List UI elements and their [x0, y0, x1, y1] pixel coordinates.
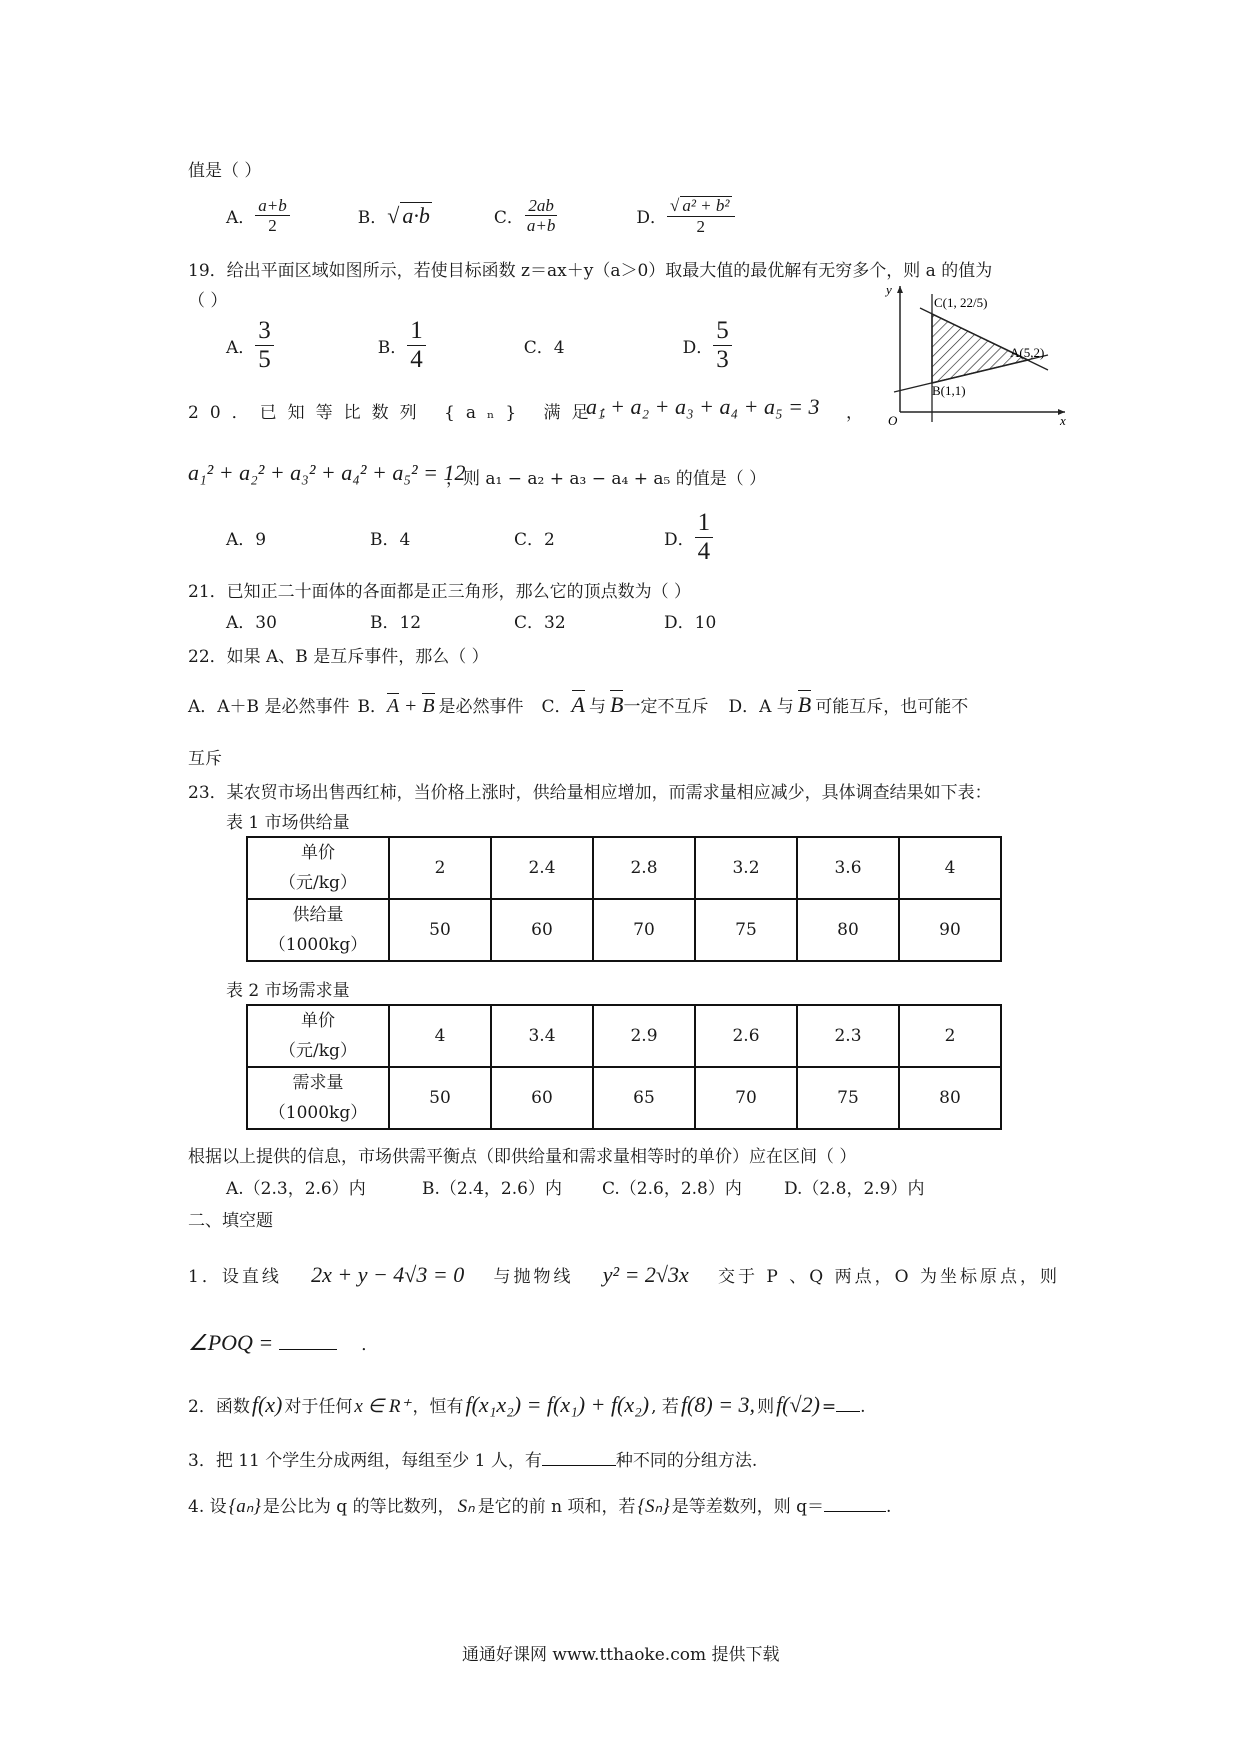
q18-option-a-fraction	[255, 197, 289, 236]
table-header-line: 需求量	[292, 1073, 344, 1093]
fill-3-answer-blank[interactable]	[542, 1465, 616, 1466]
fill-4-partial-sum: Sₙ	[457, 1496, 475, 1517]
q19-option-a-denominator: 5	[258, 346, 271, 374]
q20-ask: ，则 a₁ − a₂ + a₃ − a₄ + a₅ 的值是（ ）	[446, 469, 767, 489]
table-cell: 75	[797, 1067, 899, 1129]
q22-options	[188, 692, 968, 718]
fill-2-equals: =	[821, 1397, 837, 1417]
table-header-line: 供给量	[292, 905, 344, 925]
table-cell: 75	[695, 899, 797, 961]
y-axis-label: y	[886, 282, 892, 297]
fill-1-answer-blank[interactable]	[279, 1349, 337, 1350]
table-header-line: 单价	[301, 843, 335, 863]
q20-option-d-label: D．	[664, 530, 695, 551]
table-cell: 60	[491, 1067, 593, 1129]
q22-option-a: A．A＋B 是必然事件	[188, 697, 350, 717]
q19-paren: （ ）	[188, 291, 228, 311]
fill-4	[188, 1492, 891, 1518]
q21-option-c: C．32	[514, 613, 566, 633]
fill-4-text-a: 是公比为 q 的等比数列，	[262, 1497, 455, 1517]
fill-2-function: f(x)	[251, 1392, 283, 1417]
q22-option-b-expression: A + B	[386, 695, 435, 717]
table-cell: 60	[491, 899, 593, 961]
q23-options	[226, 1174, 925, 1199]
fill-2-equation: f(x₁x₂) = f(x₁) + f(x₂)	[465, 1392, 650, 1417]
fill-1-angle: ∠POQ =	[188, 1330, 274, 1355]
fill-2-text-c: , 若	[651, 1397, 679, 1417]
q18-option-d-label: D．	[636, 208, 667, 229]
table-cell: 2.3	[797, 1005, 899, 1067]
q18-option-b-radical: √ a·b	[387, 203, 430, 229]
q20-option-d-numerator: 1	[695, 510, 714, 538]
q19-option-b-numerator: 1	[407, 318, 426, 346]
fill-4-text-b: 是它的前 n 项和，若	[477, 1497, 636, 1517]
q20-condition-squares: a₁² + a₂² + a₃² + a₄² + a₅² = 12	[188, 460, 466, 485]
q19-option-a-fraction	[255, 318, 274, 374]
section-title: 二、填空题	[188, 1211, 273, 1231]
q19-option-b-fraction	[407, 318, 426, 374]
fill-2-text-b: ，恒有	[412, 1397, 464, 1417]
q20-comma: ，	[846, 403, 863, 423]
q19-option-d-label: D．	[682, 338, 714, 359]
fill-4-text-c: 是等差数列，则 q＝	[671, 1497, 825, 1517]
table-cell: 4	[389, 1005, 491, 1067]
table-cell: 90	[899, 899, 1001, 961]
q20-options	[226, 510, 713, 566]
q18-option-a-denominator: 2	[268, 216, 277, 236]
fill-1-suffix: 交于 P 、Q 两点，O 为坐标原点，则	[718, 1267, 1060, 1287]
table-header-cell	[247, 899, 389, 961]
supply-table	[246, 836, 1002, 962]
q22-option-b-text: 是必然事件	[438, 697, 524, 717]
fill-2-text-a: 对于任何	[284, 1397, 353, 1417]
table-row	[247, 1005, 1001, 1067]
q21-option-d: D．10	[664, 613, 717, 633]
q20-option-a: A．9	[226, 530, 267, 551]
q20-option-d-fraction	[695, 510, 714, 566]
origin-label: O	[888, 413, 898, 425]
fill-4-sequence: {aₙ}	[228, 1496, 261, 1517]
fill-1-prefix: 1．设直线	[188, 1267, 282, 1287]
fill-4-prefix: 4. 设	[188, 1497, 227, 1517]
q20-stem: 20．已知等比数列 {aₙ} 满足：	[188, 403, 628, 423]
fill-3-suffix: 种不同的分组方法.	[615, 1451, 758, 1471]
table-cell: 80	[797, 899, 899, 961]
table-cell: 50	[389, 1067, 491, 1129]
q19-option-d-numerator: 5	[713, 318, 732, 346]
fill-4-answer-blank[interactable]	[824, 1511, 886, 1512]
q21-options	[226, 608, 716, 633]
table-cell: 2.4	[491, 837, 593, 899]
q18-option-c-label: C．	[493, 208, 524, 229]
q20-condition-sum: a₁ + a₂ + a₃ + a₄ + a₅ = 3	[586, 394, 820, 419]
fill-4-sum-sequence: {Sₙ}	[637, 1496, 670, 1517]
q19-option-d-fraction	[713, 318, 732, 374]
fill-1-line-equation: 2x + y − 4√3 = 0	[311, 1262, 465, 1287]
table-cell: 4	[899, 837, 1001, 899]
x-axis-label: x	[1060, 413, 1066, 425]
q23-stem: 23．某农贸市场出售西红柿，当价格上涨时，供给量相应增加，而需求量相应减少，具体调查结果如下表：	[188, 783, 992, 803]
feasible-region-figure	[880, 280, 1070, 425]
y-axis-arrow-icon	[897, 286, 903, 293]
fill-2-domain: x ∈ R⁺	[354, 1396, 411, 1417]
q22-option-d-bbar: B	[797, 692, 812, 717]
q19-stem: 19．给出平面区域如图所示，若使目标函数 z＝ax＋y（a＞0）取最大值的最优解有无穷多个，则 a 的值为	[188, 261, 993, 281]
q20-option-d-denominator: 4	[697, 538, 711, 566]
q22-option-c-text: 一定不互斥	[623, 697, 709, 717]
fill-2	[188, 1392, 866, 1418]
fill-1-mid: 与抛物线	[493, 1267, 574, 1287]
q23-option-c: C.（2.6，2.8）内	[602, 1179, 742, 1199]
q23-question: 根据以上提供的信息，市场供需平衡点（即供给量和需求量相等时的单价）应在区间（ ）	[188, 1147, 857, 1167]
q23-option-d: D.（2.8，2.9）内	[784, 1179, 925, 1199]
demand-table	[246, 1004, 1002, 1130]
q22-option-c-mid: 与	[589, 697, 606, 717]
table-header-cell	[247, 1067, 389, 1129]
q22-option-c-bbar: B	[610, 692, 624, 717]
point-c-label: C(1, 22/5)	[934, 295, 988, 310]
q18-options	[226, 196, 735, 236]
fill-1-parabola-equation: y² = 2√3x	[602, 1262, 689, 1287]
q19-option-c: C．4	[523, 338, 565, 359]
q18-option-c-numerator: 2ab	[525, 197, 557, 217]
fill-2-answer-blank[interactable]	[836, 1411, 860, 1412]
q23-option-a: A.（2.3，2.6）内	[226, 1179, 366, 1199]
table1-title: 表 1 市场供给量	[226, 813, 350, 833]
table2-title: 表 2 市场需求量	[226, 981, 350, 1001]
table-cell: 80	[899, 1067, 1001, 1129]
table-header-line: （元/kg）	[279, 1041, 357, 1061]
table-cell: 2.6	[695, 1005, 797, 1067]
table-cell: 3.2	[695, 837, 797, 899]
q22-option-c-abar: A	[571, 692, 585, 717]
table-cell: 3.4	[491, 1005, 593, 1067]
q19-option-a-label: A．	[226, 338, 256, 359]
table-cell: 50	[389, 899, 491, 961]
table-cell: 70	[593, 899, 695, 961]
table-cell: 2	[899, 1005, 1001, 1067]
q19-options	[226, 318, 732, 374]
q22-option-d-text: 可能互斥，也可能不	[815, 697, 969, 717]
fill-4-end: .	[886, 1497, 892, 1517]
table-row	[247, 899, 1001, 961]
table-header-line: 单价	[301, 1011, 335, 1031]
q18-option-a-numerator: a+b	[255, 197, 289, 217]
q18-option-c-denominator: a+b	[526, 216, 556, 236]
table-header-cell	[247, 837, 389, 899]
q19-option-a-numerator: 3	[255, 318, 274, 346]
fill-3	[188, 1446, 757, 1471]
fill-2-given: f(8) = 3,	[680, 1392, 756, 1417]
table-row	[247, 1067, 1001, 1129]
q18-option-c-fraction	[524, 197, 558, 236]
table-header-cell	[247, 1005, 389, 1067]
q20-option-b: B．4	[370, 530, 411, 551]
table-cell: 65	[593, 1067, 695, 1129]
fill-2-ask: f(√2)	[776, 1392, 820, 1417]
q18-option-d-fraction	[667, 196, 735, 236]
table-cell: 2.9	[593, 1005, 695, 1067]
table-header-line: （1000kg）	[268, 1103, 368, 1123]
q23-option-b: B.（2.4，2.6）内	[422, 1179, 562, 1199]
table-row	[247, 837, 1001, 899]
q18-option-a-label: A．	[226, 208, 256, 229]
q18-option-b-radicand: a·b	[402, 203, 430, 229]
table-cell: 70	[695, 1067, 797, 1129]
fill-1	[188, 1262, 1060, 1288]
q18-option-b-label: B．	[357, 208, 388, 229]
q19-option-b-denominator: 4	[410, 346, 423, 374]
q18-option-d-denominator: 2	[696, 216, 705, 236]
fill-2-prefix: 2．函数	[188, 1397, 250, 1417]
fill-1-end: ．	[361, 1335, 379, 1355]
q22-option-b-label: B．	[357, 697, 387, 717]
table-cell: 3.6	[797, 837, 899, 899]
q18-option-d-numerator: √ a² + b²	[667, 196, 735, 217]
q21-option-a: A．30	[226, 613, 277, 633]
q22-tail: 互斥	[188, 749, 222, 769]
fill-2-end: .	[860, 1397, 866, 1417]
q19-option-b-label: B．	[377, 338, 408, 359]
table-header-line: （1000kg）	[268, 935, 368, 955]
fill-3-prefix: 3．把 11 个学生分成两组，每组至少 1 人，有	[188, 1451, 542, 1471]
q22-option-d-label: D．A 与	[728, 697, 794, 717]
q19-option-d-denominator: 3	[716, 346, 729, 374]
q21-option-b: B．12	[370, 613, 422, 633]
point-b-label: B(1,1)	[932, 383, 966, 398]
q20-option-c: C．2	[514, 530, 555, 551]
fill-1-line2	[188, 1330, 378, 1356]
q21-stem: 21．已知正二十面体的各面都是正三角形，那么它的顶点数为（ ）	[188, 582, 692, 602]
table-cell: 2.8	[593, 837, 695, 899]
q18-option-d-radicand: a² + b²	[682, 196, 730, 215]
page-footer: 通通好课网 www.tthaoke.com 提供下载	[462, 1645, 780, 1665]
q22-stem: 22．如果 A、B 是互斥事件，那么（ ）	[188, 647, 489, 667]
table-cell: 2	[389, 837, 491, 899]
point-a-label: A(5,2)	[1010, 345, 1045, 360]
table-header-line: （元/kg）	[279, 873, 357, 893]
q18-stem-tail: 值是（ ）	[188, 161, 262, 181]
fill-2-text-d: 则	[757, 1397, 775, 1417]
q22-option-c-label: C．	[541, 697, 572, 717]
